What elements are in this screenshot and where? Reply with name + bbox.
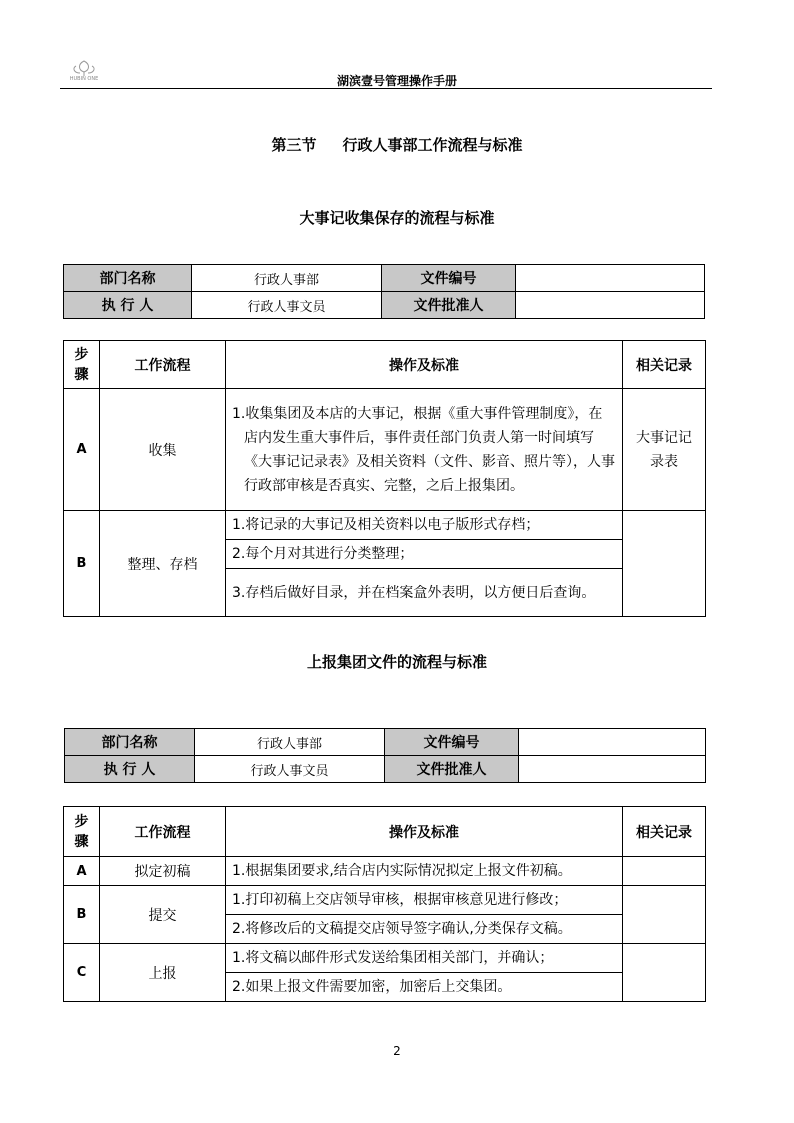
form2-meta-table (64, 728, 706, 783)
standard-item: 1.将记录的大事记及相关资料以电子版形式存档； (232, 517, 540, 533)
records-header: 相关记录 (623, 341, 706, 389)
docno-label: 文件编号 (382, 265, 516, 292)
records-cell (623, 886, 706, 944)
standard-header: 操作及标准 (226, 341, 623, 389)
approver-label: 文件批准人 (382, 292, 516, 319)
docno-value (516, 265, 705, 292)
standard-cell (226, 569, 623, 617)
flow-cell: 收集 (100, 389, 226, 511)
standard-cell (226, 857, 623, 886)
standard-header: 操作及标准 (226, 807, 623, 857)
form1-process-table (63, 340, 706, 617)
standard-cell (226, 511, 623, 540)
docno-value (519, 729, 706, 756)
flow-header: 工作流程 (100, 807, 226, 857)
header-divider (60, 88, 712, 89)
standard-item: 1.根据集团要求,结合店内实际情况拟定上报文件初稿。 (232, 863, 572, 879)
docno-label: 文件编号 (385, 729, 519, 756)
step-cell: B (64, 511, 100, 617)
standard-cell (226, 389, 623, 511)
standard-cell (226, 915, 623, 944)
section-number: 第三节 (271, 136, 317, 154)
standard-item: 2.每个月对其进行分类整理； (232, 546, 414, 562)
standard-item: 1.打印初稿上交店领导审核，根据审核意见进行修改； (232, 892, 568, 908)
dept-label: 部门名称 (65, 729, 195, 756)
records-cell (623, 511, 706, 617)
logo-text: HUBIN ONE (69, 76, 99, 82)
exec-value: 行政人事文员 (192, 292, 382, 319)
standard-cell (226, 944, 623, 973)
standard-item: 1.收集集团及本店的大事记，根据《重大事件管理制度》，在店内发生重大事件后，事件责任部门负责人第一时间填写《大事记记录表》及相关资料（文件、影音、照片等），人事行政部审核是否真实、完整，之后上报集团。 (232, 405, 615, 494)
standard-cell (226, 540, 623, 569)
dept-value: 行政人事部 (195, 729, 385, 756)
section-heading (0, 134, 794, 155)
flow-cell: 上报 (100, 944, 226, 1002)
approver-label: 文件批准人 (385, 756, 519, 783)
form1-title: 大事记收集保存的流程与标准 (299, 209, 495, 227)
standard-item: 2.如果上报文件需要加密，加密后上交集团。 (232, 979, 512, 995)
step-header: 步骤 (64, 341, 100, 389)
form2-title: 上报集团文件的流程与标准 (306, 653, 487, 671)
standard-cell (226, 886, 623, 915)
standard-item: 3.存档后做好目录，并在档案盒外表明，以方便日后查询。 (232, 584, 596, 601)
records-cell (623, 944, 706, 1002)
exec-value: 行政人事文员 (195, 756, 385, 783)
step-cell: A (64, 389, 100, 511)
exec-label: 执 行 人 (65, 756, 195, 783)
step-header: 步骤 (64, 807, 100, 857)
dept-label: 部门名称 (64, 265, 192, 292)
flow-cell: 整理、存档 (100, 511, 226, 617)
flow-cell: 提交 (100, 886, 226, 944)
records-cell: 大事记记录表 (623, 389, 706, 511)
standard-item: 2.将修改后的文稿提交店领导签字确认,分类保存文稿。 (232, 921, 572, 937)
step-cell: A (64, 857, 100, 886)
form2-process-table (63, 806, 706, 1002)
records-cell (623, 857, 706, 886)
flow-cell: 拟定初稿 (100, 857, 226, 886)
exec-label: 执 行 人 (64, 292, 192, 319)
dept-value: 行政人事部 (192, 265, 382, 292)
manual-title: 湖滨壹号管理操作手册 (336, 74, 457, 88)
section-title: 行政人事部工作流程与标准 (342, 136, 523, 154)
step-cell: B (64, 886, 100, 944)
approver-value (516, 292, 705, 319)
flow-header: 工作流程 (100, 341, 226, 389)
standard-item: 1.将文稿以邮件形式发送给集团相关部门，并确认； (232, 950, 554, 966)
records-header: 相关记录 (623, 807, 706, 857)
step-cell: C (64, 944, 100, 1002)
form1-meta-table (63, 264, 705, 319)
page-number: 2 (393, 1044, 401, 1058)
standard-cell (226, 973, 623, 1002)
approver-value (519, 756, 706, 783)
